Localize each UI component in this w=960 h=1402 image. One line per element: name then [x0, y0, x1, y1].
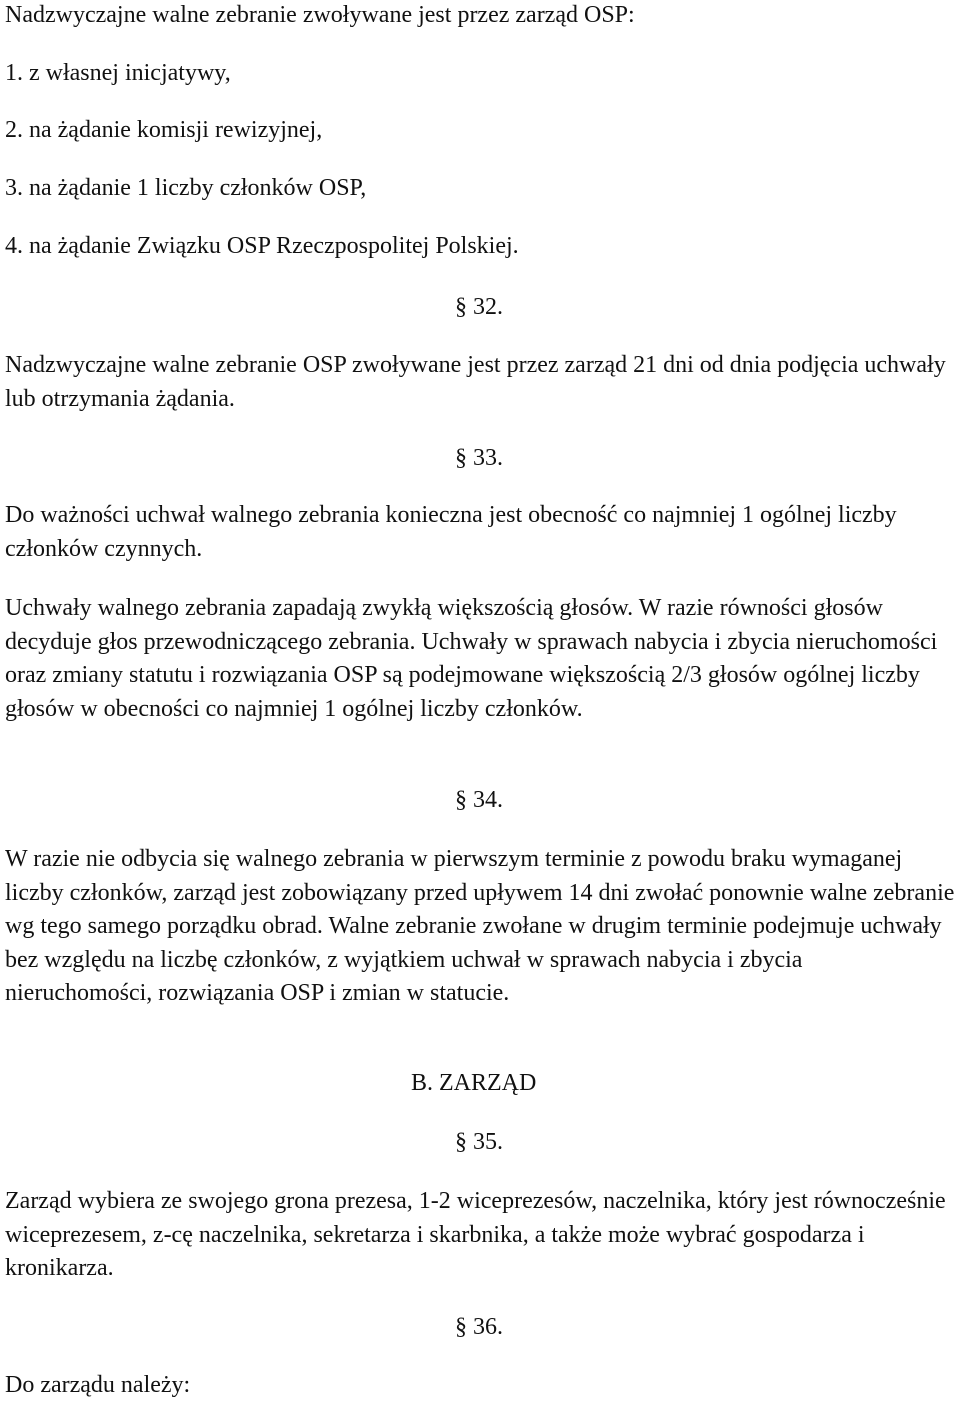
- section-heading-33: § 33.: [455, 445, 503, 471]
- section-32-text: Nadzwyczajne walne zebranie OSP zwoływane jest przez zarząd 21 dni od dnia podjęcia uchwały lub otrzymania żądania.: [5, 352, 946, 412]
- closing-line: Do zarządu należy:: [5, 1372, 191, 1398]
- section-heading-36: § 36.: [455, 1314, 503, 1340]
- intro-line: Nadzwyczajne walne zebranie zwoływane jest przez zarząd OSP:: [5, 2, 635, 28]
- section-heading-35: § 35.: [455, 1129, 503, 1155]
- section-33-paragraph-2: Uchwały walnego zebrania zapadają zwykłą większością głosów. W razie równości głosów decyduje głos przewodniczącego zebrania. Uchwały w sprawach nabycia i zbycia nieruchomości oraz zmiany statutu i rozwiązania OSP są podejmowane większością 2/3 głosów ogólnej liczby głosów w obecności co najmniej 1 ogólnej liczby członków.: [5, 595, 938, 722]
- list-item-3: 3. na żądanie 1 liczby członków OSP,: [5, 175, 367, 201]
- section-34-text: W razie nie odbycia się walnego zebrania w pierwszym terminie z powodu braku wymaganej liczby członków, zarząd jest zobowiązany przed upływem 14 dni zwołać ponownie walne zebranie wg tego samego porządku obrad. Walne zebranie zwołane w drugim terminie podejmuje uchwały bez względu na liczbę członków, z wyjątkiem uchwał w sprawach nabycia i zbycia nieruchomości, rozwiązania OSP i zmian w statucie.: [5, 846, 955, 1006]
- section-heading-34: § 34.: [455, 787, 503, 813]
- chapter-heading: B. ZARZĄD: [411, 1070, 537, 1096]
- section-heading-32: § 32.: [455, 294, 503, 320]
- list-item-4: 4. na żądanie Związku OSP Rzeczpospolitej Polskiej.: [5, 233, 519, 259]
- section-35-text: Zarząd wybiera ze swojego grona prezesa, 1-2 wiceprezesów, naczelnika, który jest równocześnie wiceprezesem, z-cę naczelnika, sekretarza i skarbnika, a także może wybrać gospodarza i kronikarza.: [5, 1188, 946, 1281]
- list-item-1: 1. z własnej inicjatywy,: [5, 60, 231, 86]
- list-item-2: 2. na żądanie komisji rewizyjnej,: [5, 117, 323, 143]
- section-33-paragraph-1: Do ważności uchwał walnego zebrania konieczna jest obecność co najmniej 1 ogólnej liczby członków czynnych.: [5, 502, 897, 562]
